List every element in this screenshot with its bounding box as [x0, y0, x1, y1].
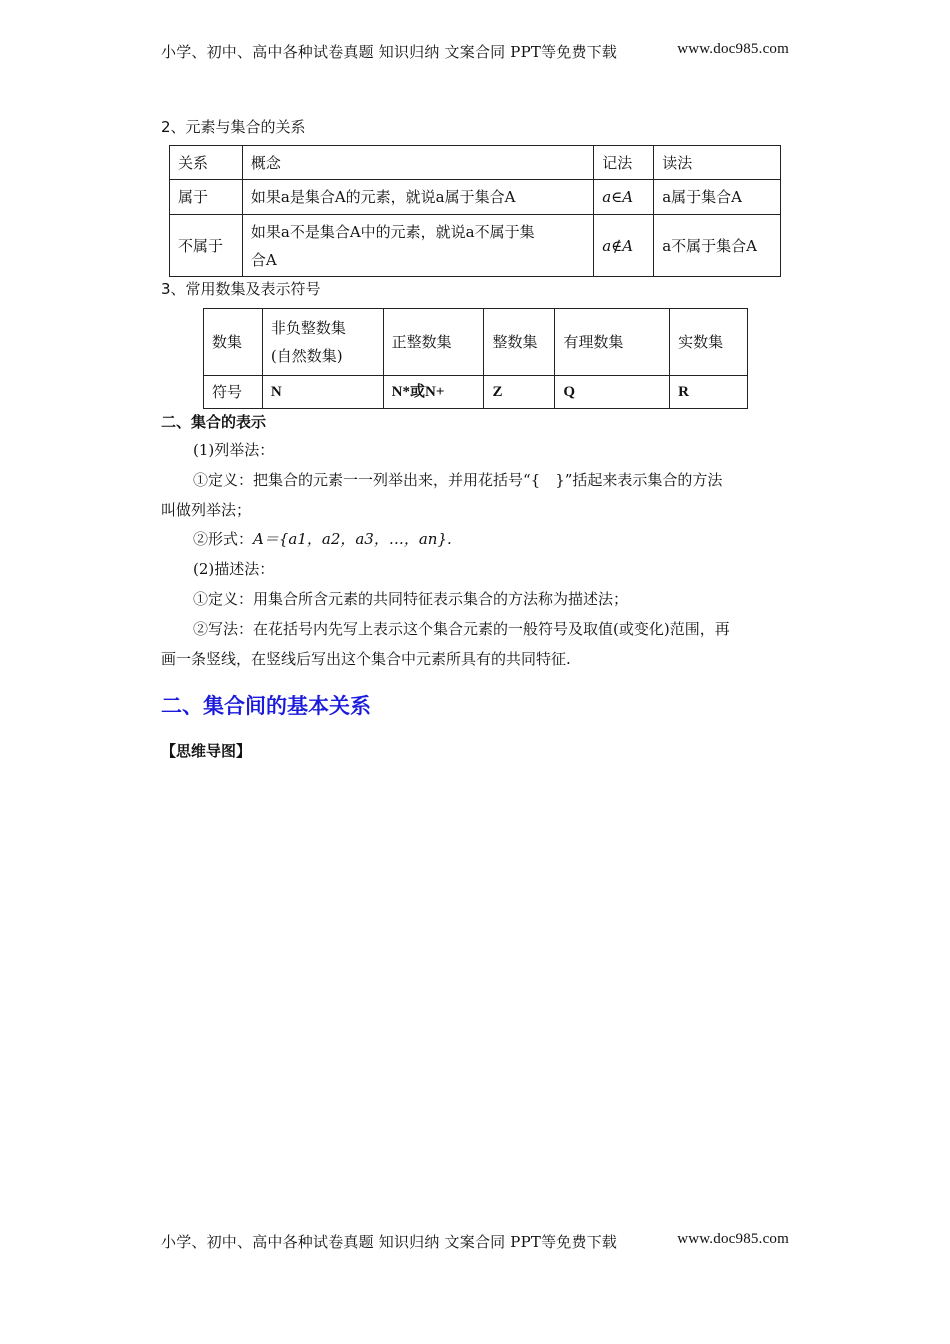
concept-line: 合A — [250, 250, 277, 269]
method2-write-line: ②写法：在花括号内先写上表示这个集合元素的一般符号及取值(或变化)范围，再 — [193, 620, 730, 638]
set-name-cell: 整数集 — [484, 309, 555, 376]
page-footer — [161, 1231, 789, 1252]
mind-map-label: 【思维导图】 — [161, 742, 252, 760]
header-cell: 关系 — [170, 146, 243, 180]
header-url[interactable]: www.doc985.com — [677, 41, 789, 57]
set-name-line: (自然数集) — [270, 347, 343, 365]
table-row — [170, 215, 781, 277]
set-name-cell — [262, 309, 383, 376]
row-label: 符号 — [204, 376, 263, 409]
method1-title: (1)列举法： — [193, 441, 275, 459]
method1-form-line — [193, 529, 452, 549]
method2-title: (2)描述法： — [193, 560, 275, 578]
relation-cell: 属于 — [170, 180, 243, 215]
notation-cell: a∈A — [594, 180, 654, 215]
table-row — [204, 309, 748, 376]
method2-def: ①定义：用集合所含元素的共同特征表示集合的方法称为描述法； — [193, 590, 629, 608]
concept-cell — [242, 215, 593, 277]
header-cell: 概念 — [242, 146, 593, 180]
concept-cell: 如果a是集合A的元素，就说a属于集合A — [242, 180, 593, 215]
table-row — [170, 180, 781, 215]
footer-text: 小学、初中、高中各种试卷真题 知识归纳 文案合同 PPT等免费下载 — [161, 1233, 618, 1251]
set-name-cell: 有理数集 — [555, 309, 670, 376]
concept-line: 如果a不是集合A中的元素，就说a不属于集 — [250, 222, 535, 241]
section-3-title: 3、常用数集及表示符号 — [161, 280, 321, 298]
number-set-table — [203, 308, 748, 409]
set-name-line: 非负整数集 — [270, 319, 346, 337]
method1-def-line: 叫做列举法； — [161, 501, 252, 519]
form-prefix: ②形式： — [193, 530, 254, 548]
reading-cell: a不属于集合A — [654, 215, 781, 277]
symbol-cell: N*或N+ — [383, 376, 484, 409]
table-header-row — [170, 146, 781, 180]
part2-heading: 二、集合间的基本关系 — [161, 694, 371, 718]
header-cell: 读法 — [654, 146, 781, 180]
footer-url[interactable]: www.doc985.com — [677, 1231, 789, 1247]
reading-cell: a属于集合A — [654, 180, 781, 215]
section-2-title: 2、元素与集合的关系 — [161, 118, 306, 136]
symbol-cell: N — [262, 376, 383, 409]
set-name-cell: 正整数集 — [383, 309, 484, 376]
symbol-cell: Q — [555, 376, 670, 409]
method2-write-line: 画一条竖线，在竖线后写出这个集合中元素所具有的共同特征. — [161, 650, 571, 668]
form-expression: A＝{a1，a2，a3，…，an}. — [253, 530, 452, 548]
method1-def-line: ①定义：把集合的元素一一列举出来，并用花括号“{ }”括起来表示集合的方法 — [193, 471, 723, 489]
representation-title: 二、集合的表示 — [161, 413, 267, 431]
element-set-relation-table — [169, 145, 781, 277]
symbol-cell: R — [670, 376, 748, 409]
notation-cell: a∉A — [594, 215, 654, 277]
header-text: 小学、初中、高中各种试卷真题 知识归纳 文案合同 PPT等免费下载 — [161, 43, 618, 61]
page-header — [161, 41, 789, 62]
header-cell: 记法 — [594, 146, 654, 180]
set-name-cell: 实数集 — [670, 309, 748, 376]
relation-cell: 不属于 — [170, 215, 243, 277]
table-row — [204, 376, 748, 409]
symbol-cell: Z — [484, 376, 555, 409]
row-label: 数集 — [204, 309, 263, 376]
